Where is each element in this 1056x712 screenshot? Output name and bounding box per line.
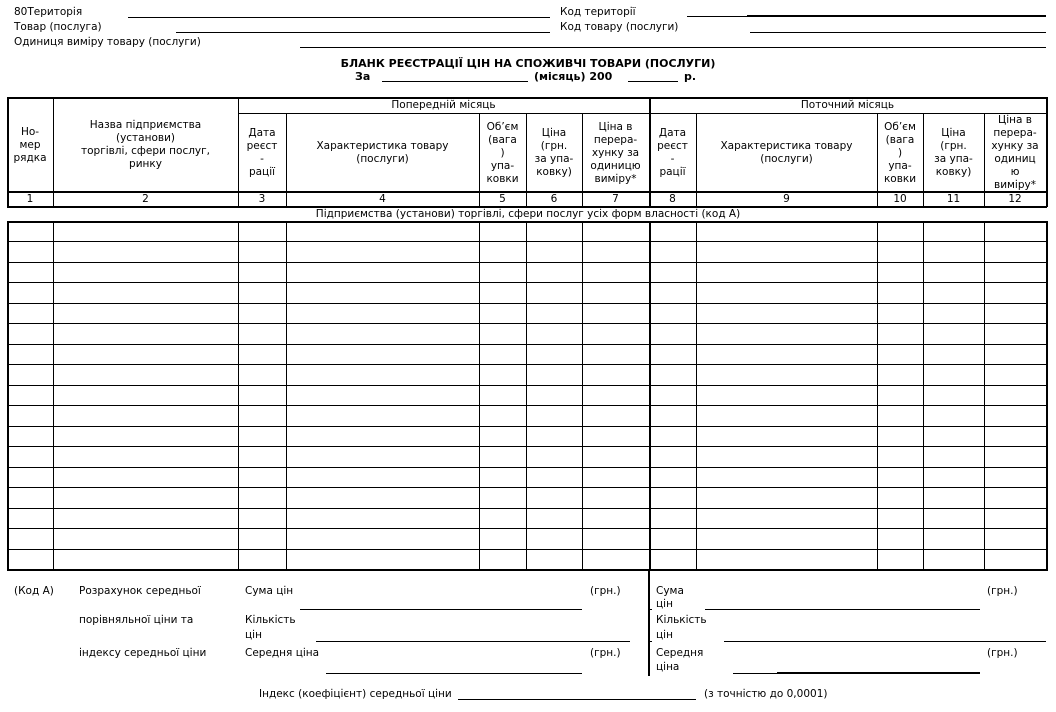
table-cell-col-10[interactable] [880,407,921,424]
table-cell-col-2[interactable] [56,428,236,445]
table-cell-col-8[interactable] [652,305,694,322]
table-cell-col-7[interactable] [585,407,647,424]
table-cell-col-12[interactable] [987,551,1044,568]
table-cell-col-1[interactable] [10,510,51,527]
table-cell-col-6[interactable] [529,325,580,342]
table-cell-col-4[interactable] [289,510,477,527]
table-cell-col-6[interactable] [529,489,580,506]
territory-field-line[interactable] [128,17,550,18]
table-cell-col-9[interactable] [699,489,875,506]
table-cell-col-6[interactable] [529,428,580,445]
table-cell-col-4[interactable] [289,448,477,465]
body-column-divider [7,221,9,570]
table-cell-col-12[interactable] [987,510,1044,527]
column-number-8: 8 [669,193,676,205]
right-sum-label-1: Сума [656,585,684,597]
unit-field-line[interactable] [300,47,1046,48]
table-cell-col-5[interactable] [482,448,524,465]
table-cell-col-6[interactable] [529,510,580,527]
table-cell-col-7[interactable] [585,551,647,568]
table-cell-col-6[interactable] [529,223,580,240]
left-sum-field[interactable] [300,609,582,610]
table-cell-col-12[interactable] [987,243,1044,260]
table-cell-col-3[interactable] [241,366,284,383]
table-cell-col-12[interactable] [987,346,1044,363]
table-cell-col-3[interactable] [241,510,284,527]
column-header-4: Характеристика товару (послуги) [316,140,449,165]
table-cell-col-3[interactable] [241,223,284,240]
table-cell-col-7[interactable] [585,530,647,547]
table-cell-col-1[interactable] [10,530,51,547]
right-avg-field-a[interactable] [733,673,777,674]
table-cell-col-4[interactable] [289,387,477,404]
table-cell-col-2[interactable] [56,469,236,486]
table-cell-col-5[interactable] [482,489,524,506]
column-number-5: 5 [499,193,506,205]
table-cell-col-9[interactable] [699,305,875,322]
body-column-divider [696,221,697,570]
column-number-2: 2 [142,193,149,205]
right-count-label-2: цін [656,629,673,641]
table-cell-col-11[interactable] [926,530,982,547]
table-cell-col-10[interactable] [880,366,921,383]
table-cell-col-11[interactable] [926,223,982,240]
table-cell-col-3[interactable] [241,264,284,281]
table-cell-col-7[interactable] [585,366,647,383]
table-cell-col-6[interactable] [529,366,580,383]
table-cell-col-5[interactable] [482,387,524,404]
table-cell-col-2[interactable] [56,407,236,424]
unit-label: Одиниця виміру товару (послуги) [14,36,201,48]
table-cell-col-2[interactable] [56,387,236,404]
column-header-6: Ціна (грн. за упа- ковку) [534,127,574,178]
table-cell-col-12[interactable] [987,305,1044,322]
column-header-3: Дата реєст - рації [246,127,278,178]
table-cell-col-6[interactable] [529,305,580,322]
table-cell-col-8[interactable] [652,346,694,363]
table-cell-col-11[interactable] [926,387,982,404]
table-cell-col-10[interactable] [880,530,921,547]
table-cell-col-10[interactable] [880,510,921,527]
left-count-field[interactable] [316,641,630,642]
table-cell-col-6[interactable] [529,448,580,465]
product-label: Товар (послуга) [14,21,102,33]
table-cell-col-1[interactable] [10,366,51,383]
table-cell-col-5[interactable] [482,284,524,301]
table-cell-col-12[interactable] [987,428,1044,445]
body-column-divider [649,221,651,570]
table-cell-col-8[interactable] [652,284,694,301]
table-cell-col-4[interactable] [289,428,477,445]
table-cell-col-5[interactable] [482,530,524,547]
table-cell-col-2[interactable] [56,530,236,547]
table-cell-col-11[interactable] [926,366,982,383]
table-cell-col-8[interactable] [652,489,694,506]
table-cell-col-3[interactable] [241,325,284,342]
column-number-1: 1 [26,193,34,205]
table-cell-col-1[interactable] [10,305,51,322]
table-cell-col-11[interactable] [926,325,982,342]
table-cell-col-2[interactable] [56,366,236,383]
table-cell-col-7[interactable] [585,325,647,342]
table-cell-col-6[interactable] [529,346,580,363]
column-header-5: Об’єм (вага ) упа- ковки [486,120,519,185]
table-cell-col-8[interactable] [652,510,694,527]
body-column-divider [479,221,480,570]
table-cell-col-11[interactable] [926,243,982,260]
column-number-4: 4 [379,193,386,205]
table-cell-col-5[interactable] [482,510,524,527]
table-cell-col-8[interactable] [652,469,694,486]
table-cell-col-11[interactable] [926,407,982,424]
calc-code-label: (Код А) [14,585,54,597]
table-cell-col-3[interactable] [241,428,284,445]
column-header-11: Ціна (грн. за упа- ковку) [934,127,973,178]
table-cell-col-5[interactable] [482,243,524,260]
table-cell-col-7[interactable] [585,448,647,465]
table-cell-col-7[interactable] [585,489,647,506]
product-code-label: Код товару (послуги) [560,21,679,33]
table-cell-col-1[interactable] [10,264,51,281]
table-cell-col-7[interactable] [585,469,647,486]
territory-code-line-b[interactable] [747,15,1046,17]
table-cell-col-12[interactable] [987,223,1044,240]
column-header-10: Об’єм (вага ) упа- ковки [883,120,917,185]
table-cell-col-4[interactable] [289,264,477,281]
table-cell-col-6[interactable] [529,284,580,301]
table-cell-col-8[interactable] [652,530,694,547]
table-cell-col-1[interactable] [10,448,51,465]
table-cell-col-1[interactable] [10,387,51,404]
right-avg-field-b[interactable] [777,672,980,674]
table-cell-col-4[interactable] [289,346,477,363]
territory-code-label: Код території [560,6,636,18]
table-cell-col-7[interactable] [585,264,647,281]
table-cell-col-4[interactable] [289,305,477,322]
table-cell-col-4[interactable] [289,407,477,424]
body-column-divider [286,221,287,570]
table-cell-col-11[interactable] [926,489,982,506]
table-cell-col-3[interactable] [241,284,284,301]
table-cell-col-1[interactable] [10,551,51,568]
year-suffix: р. [684,70,697,83]
column-number-10: 10 [893,193,907,205]
body-column-divider [877,221,878,570]
territory-code-line-a[interactable] [687,16,747,17]
year-field-line[interactable] [628,81,678,82]
right-avg-label-1: Середня [656,647,704,659]
table-cell-col-4[interactable] [289,284,477,301]
body-column-divider [1046,221,1048,570]
index-precision: (з точністю до 0,0001) [704,688,828,700]
table-cell-col-7[interactable] [585,387,647,404]
table-cell-col-11[interactable] [926,305,982,322]
body-column-divider [238,221,239,570]
table-cell-col-9[interactable] [699,407,875,424]
table-cell-col-3[interactable] [241,387,284,404]
left-count-label-2: цін [245,629,262,641]
table-cell-col-2[interactable] [56,489,236,506]
table-cell-col-10[interactable] [880,448,921,465]
table-cell-col-8[interactable] [652,325,694,342]
table-cell-col-1[interactable] [10,325,51,342]
table-cell-col-7[interactable] [585,243,647,260]
table-cell-col-2[interactable] [56,284,236,301]
table-cell-col-9[interactable] [699,243,875,260]
table-cell-col-5[interactable] [482,366,524,383]
calc-divider [648,570,650,676]
left-avg-field[interactable] [326,673,582,674]
table-cell-col-11[interactable] [926,551,982,568]
body-column-divider [53,221,54,570]
table-cell-col-8[interactable] [652,387,694,404]
calc-divider-tick [648,609,652,610]
column-header-9: Характеристика товару (послуги) [720,140,853,165]
column-header-8: Дата реєст - рації [657,127,688,178]
calc-desc-line3: індексу середньої ціни [79,647,207,659]
table-cell-col-9[interactable] [699,530,875,547]
section-caption: Підприємства (установи) торгівлі, сфери послуг усіх форм власності (код А) [315,208,741,220]
table-cell-col-3[interactable] [241,551,284,568]
table-cell-col-11[interactable] [926,346,982,363]
table-cell-col-6[interactable] [529,387,580,404]
table-cell-col-10[interactable] [880,223,921,240]
table-cell-col-9[interactable] [699,284,875,301]
body-column-divider [984,221,985,570]
column-number-9: 9 [783,193,790,205]
table-cell-col-9[interactable] [699,325,875,342]
month-label: (місяць) 200 [534,70,613,83]
table-cell-col-3[interactable] [241,489,284,506]
body-column-divider [582,221,583,570]
table-cell-col-7[interactable] [585,346,647,363]
table-cell-col-10[interactable] [880,346,921,363]
table-cell-col-3[interactable] [241,407,284,424]
column-number-12: 12 [1008,193,1022,205]
table-cell-col-5[interactable] [482,305,524,322]
table-cell-col-11[interactable] [926,469,982,486]
table-cell-col-9[interactable] [699,264,875,281]
table-cell-col-2[interactable] [56,346,236,363]
column-header-7: Ціна в перера- хунку за одиницю виміру* [590,120,641,185]
table-cell-col-12[interactable] [987,366,1044,383]
table-cell-col-4[interactable] [289,325,477,342]
table-cell-col-7[interactable] [585,510,647,527]
table-cell-col-12[interactable] [987,325,1044,342]
table-cell-col-6[interactable] [529,243,580,260]
right-sum-field[interactable] [705,609,980,610]
table-cell-col-5[interactable] [482,407,524,424]
header-column-divider [1046,97,1048,207]
table-cell-col-7[interactable] [585,223,647,240]
right-sum-label-2: цін [656,598,673,610]
table-cell-col-10[interactable] [880,305,921,322]
table-cell-col-6[interactable] [529,407,580,424]
table-cell-col-2[interactable] [56,448,236,465]
table-cell-col-7[interactable] [585,284,647,301]
table-cell-col-2[interactable] [56,305,236,322]
table-cell-col-7[interactable] [585,305,647,322]
table-cell-col-3[interactable] [241,243,284,260]
table-cell-col-10[interactable] [880,428,921,445]
table-cell-col-8[interactable] [652,223,694,240]
table-cell-col-12[interactable] [987,387,1044,404]
table-cell-col-10[interactable] [880,284,921,301]
left-avg-unit: (грн.) [590,647,621,659]
table-cell-col-8[interactable] [652,448,694,465]
column-header-12: Ціна в перера- хунку за одиниц ю виміру* [991,114,1039,191]
calc-desc-line2: порівняльної ціни та [79,614,194,626]
table-cell-col-5[interactable] [482,428,524,445]
table-cell-col-11[interactable] [926,264,982,281]
month-field-line[interactable] [382,81,528,82]
table-cell-col-9[interactable] [699,510,875,527]
table-cell-col-5[interactable] [482,325,524,342]
table-cell-col-12[interactable] [987,448,1044,465]
table-cell-col-6[interactable] [529,551,580,568]
for-label: За [355,70,371,83]
table-cell-col-2[interactable] [56,264,236,281]
table-cell-col-1[interactable] [10,346,51,363]
column-number-3: 3 [258,193,266,205]
right-count-label-1: Кількість [656,614,707,626]
table-cell-col-10[interactable] [880,325,921,342]
calc-divider-tick [648,641,652,642]
table-cell-col-10[interactable] [880,551,921,568]
table-cell-col-4[interactable] [289,223,477,240]
table-cell-col-3[interactable] [241,305,284,322]
table-cell-col-2[interactable] [56,325,236,342]
table-cell-col-1[interactable] [10,407,51,424]
table-cell-col-12[interactable] [987,530,1044,547]
product-field-line[interactable] [176,32,550,33]
table-cell-col-12[interactable] [987,407,1044,424]
table-cell-col-9[interactable] [699,428,875,445]
column-header-2: Назва підприємства (установи) торгівлі, сфери послуг, ринку [80,119,210,170]
table-cell-col-3[interactable] [241,469,284,486]
table-cell-col-12[interactable] [987,284,1044,301]
table-cell-col-10[interactable] [880,469,921,486]
table-cell-col-12[interactable] [987,469,1044,486]
body-bottom-border [7,569,1048,571]
table-cell-col-3[interactable] [241,448,284,465]
right-avg-unit: (грн.) [987,647,1018,659]
table-cell-col-11[interactable] [926,428,982,445]
right-count-field[interactable] [724,641,1046,642]
table-cell-col-9[interactable] [699,551,875,568]
table-cell-col-9[interactable] [699,448,875,465]
left-sum-label: Сума цін [245,585,294,597]
table-cell-col-1[interactable] [10,428,51,445]
table-cell-col-8[interactable] [652,428,694,445]
table-cell-col-2[interactable] [56,243,236,260]
table-cell-col-5[interactable] [482,346,524,363]
table-cell-col-9[interactable] [699,469,875,486]
table-cell-col-3[interactable] [241,530,284,547]
table-cell-col-1[interactable] [10,223,51,240]
table-cell-col-6[interactable] [529,469,580,486]
table-cell-col-6[interactable] [529,530,580,547]
territory-field-line-end [520,17,548,18]
table-cell-col-1[interactable] [10,243,51,260]
table-cell-col-2[interactable] [56,223,236,240]
right-avg-label-2: ціна [656,661,680,673]
column-header-1: Но- мер рядка [13,125,47,164]
table-cell-col-8[interactable] [652,551,694,568]
index-field[interactable] [458,699,696,700]
table-cell-col-1[interactable] [10,469,51,486]
table-cell-col-9[interactable] [699,346,875,363]
table-cell-col-11[interactable] [926,510,982,527]
table-cell-col-10[interactable] [880,243,921,260]
table-cell-col-4[interactable] [289,489,477,506]
table-cell-col-2[interactable] [56,510,236,527]
table-cell-col-9[interactable] [699,366,875,383]
body-column-divider [526,221,527,570]
table-cell-col-6[interactable] [529,264,580,281]
table-cell-col-5[interactable] [482,469,524,486]
calc-desc-line1: Розрахунок середньої [79,585,201,597]
left-avg-label: Середня ціна [245,647,320,659]
table-cell-col-9[interactable] [699,223,875,240]
table-cell-col-3[interactable] [241,346,284,363]
table-cell-col-10[interactable] [880,489,921,506]
table-cell-col-5[interactable] [482,264,524,281]
table-cell-col-5[interactable] [482,223,524,240]
column-number-7: 7 [612,193,619,205]
table-cell-col-10[interactable] [880,387,921,404]
table-cell-col-4[interactable] [289,530,477,547]
table-cell-col-8[interactable] [652,407,694,424]
table-cell-col-8[interactable] [652,366,694,383]
table-cell-col-4[interactable] [289,366,477,383]
column-number-11: 11 [946,193,961,205]
body-column-divider [923,221,924,570]
index-label: Індекс (коефіцієнт) середньої ціни [259,688,452,700]
table-cell-col-2[interactable] [56,551,236,568]
table-cell-col-10[interactable] [880,264,921,281]
table-cell-col-7[interactable] [585,428,647,445]
product-code-field-line[interactable] [750,32,1046,33]
right-sum-unit: (грн.) [987,585,1018,597]
table-cell-col-4[interactable] [289,551,477,568]
territory-label: 80Територія [14,6,83,18]
group-current-month: Поточний місяць [800,99,895,111]
table-cell-col-4[interactable] [289,469,477,486]
table-cell-col-9[interactable] [699,387,875,404]
group-previous-month: Попередній місяць [391,99,496,111]
left-sum-unit: (грн.) [590,585,621,597]
table-cell-col-5[interactable] [482,551,524,568]
table-cell-col-1[interactable] [10,489,51,506]
table-cell-col-12[interactable] [987,264,1044,281]
group-divider [238,113,1046,114]
column-number-6: 6 [550,193,558,205]
table-cell-col-1[interactable] [10,284,51,301]
table-cell-col-4[interactable] [289,243,477,260]
table-cell-col-12[interactable] [987,489,1044,506]
table-cell-col-11[interactable] [926,284,982,301]
left-count-label-1: Кількість [245,614,296,626]
table-cell-col-11[interactable] [926,448,982,465]
form-title: БЛАНК РЕЄСТРАЦІЇ ЦІН НА СПОЖИВЧІ ТОВАРИ (ПОСЛУГИ) [340,57,716,70]
table-cell-col-8[interactable] [652,264,694,281]
table-cell-col-8[interactable] [652,243,694,260]
